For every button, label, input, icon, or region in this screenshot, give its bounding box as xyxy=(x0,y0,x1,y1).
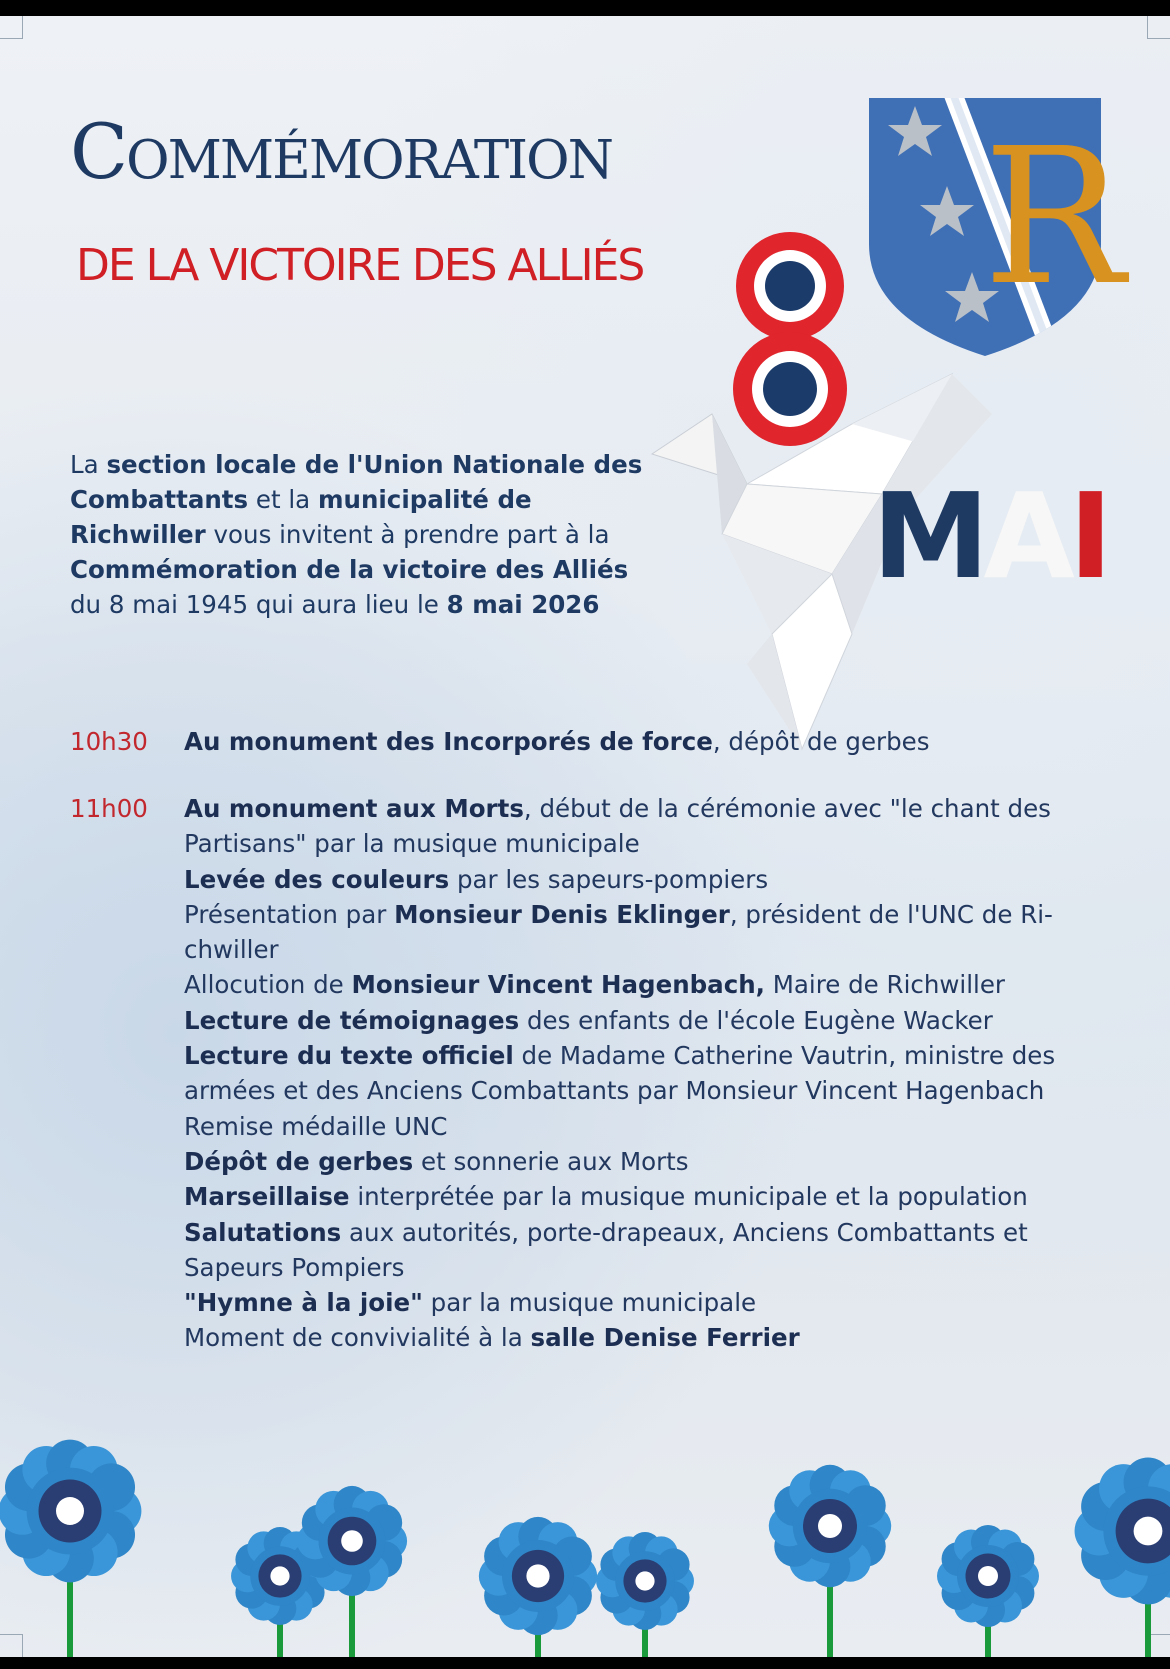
bold-text: Lecture du texte officiel xyxy=(184,1041,514,1071)
schedule-line xyxy=(184,1073,1144,1108)
bold-text: municipalité de xyxy=(317,485,532,514)
text: Moment de convivialité à la xyxy=(184,1323,531,1353)
cornflower-icon xyxy=(0,1440,141,1657)
schedule-line xyxy=(184,862,1144,897)
intro-line xyxy=(70,447,670,482)
text: par la musique municipale xyxy=(422,1288,757,1318)
text: , président de l'UNC de Ri- xyxy=(729,899,1053,929)
schedule-time: 11h00 xyxy=(70,794,148,823)
bold-text: "Hymne à la joie" xyxy=(184,1288,423,1318)
schedule-line xyxy=(184,791,1144,826)
schedule-line xyxy=(184,1109,1144,1144)
cornflower-icon xyxy=(769,1465,891,1657)
text: , début de la cérémonie avec "le chant des xyxy=(523,794,1051,823)
cornflower-icon xyxy=(1075,1458,1170,1657)
mai-letter: I xyxy=(1068,467,1107,605)
cornflower-icon xyxy=(596,1532,694,1657)
intro-line xyxy=(70,517,670,552)
text: armées et des Anciens Combattants par Monsieur Vincent Hagenbach xyxy=(184,1076,1045,1106)
text: par les sapeurs-pompiers xyxy=(449,864,769,894)
bold-text: Au monument des Incorporés de force xyxy=(184,727,713,756)
crop-mark-top-left xyxy=(0,16,23,39)
mai-letter: A xyxy=(983,467,1069,605)
bold-text: 8 mai 2026 xyxy=(446,590,600,619)
text: du 8 mai 1945 qui aura lieu le xyxy=(70,590,447,619)
schedule-line xyxy=(184,1179,1144,1214)
schedule-line xyxy=(184,724,1144,759)
shield-letter: R xyxy=(983,108,1125,327)
text: Partisans" par la musique municipale xyxy=(184,829,640,859)
title-victoire-des-allies: DE LA VICTOIRE DES ALLIÉS xyxy=(76,240,644,291)
text: La xyxy=(70,450,107,479)
schedule-line xyxy=(184,826,1144,861)
schedule-line xyxy=(184,897,1144,932)
text: Remise médaille UNC xyxy=(184,1111,448,1141)
intro-line xyxy=(70,587,670,622)
bold-text: Monsieur Vincent Hagenbach, xyxy=(351,970,765,1000)
schedule-line xyxy=(184,932,1144,967)
text: Maire de Richwiller xyxy=(764,970,1005,1000)
cornflower-icon xyxy=(297,1486,407,1657)
bold-text: Richwiller xyxy=(70,520,206,549)
schedule-description xyxy=(184,791,1144,1356)
text: aux autorités, porte-drapeaux, Anciens Combattants et xyxy=(341,1217,1028,1247)
text: vous invitent à prendre part à la xyxy=(205,520,610,549)
schedule-line xyxy=(184,1320,1144,1355)
crop-mark-top-right xyxy=(1147,16,1170,39)
intro-line xyxy=(70,552,670,587)
cornflower-icon xyxy=(479,1517,597,1657)
schedule-time: 10h30 xyxy=(70,727,148,756)
text: Sapeurs Pompiers xyxy=(184,1252,405,1282)
bold-text: Lecture de témoignages xyxy=(184,1005,520,1035)
schedule-line xyxy=(184,1215,1144,1250)
bold-text: Commémoration de la victoire des Alliés xyxy=(70,555,629,584)
bold-text: Monsieur Denis Eklinger xyxy=(394,899,730,929)
coat-of-arms-icon xyxy=(865,94,1125,362)
text: , dépôt de gerbes xyxy=(712,727,930,756)
bold-text: salle Denise Ferrier xyxy=(530,1323,800,1353)
invitation-poster xyxy=(0,16,1170,1657)
intro-line xyxy=(70,482,670,517)
schedule-line xyxy=(184,1144,1144,1179)
mai-letter: M xyxy=(872,467,984,605)
schedule-description xyxy=(184,724,1144,759)
text: de Madame Catherine Vautrin, ministre des xyxy=(513,1041,1056,1071)
bold-text: Au monument aux Morts xyxy=(184,794,524,823)
bold-text: Salutations xyxy=(184,1217,342,1247)
cornflowers-decoration xyxy=(0,1416,1170,1657)
text: Allocution de xyxy=(184,970,352,1000)
bold-text: Combattants xyxy=(70,485,249,514)
text: des enfants de l'école Eugène Wacker xyxy=(519,1005,993,1035)
schedule-line xyxy=(184,1285,1144,1320)
schedule-line xyxy=(184,967,1144,1002)
schedule-line xyxy=(184,1003,1144,1038)
intro-paragraph xyxy=(70,447,670,622)
schedule-line xyxy=(184,1038,1144,1073)
bold-text: Levée des couleurs xyxy=(184,864,450,894)
mai-text xyxy=(872,467,1107,605)
bold-text: Marseillaise xyxy=(184,1182,350,1212)
cornflower-icon xyxy=(937,1525,1039,1657)
text: et la xyxy=(248,485,318,514)
title-commemoration: Commémoration xyxy=(70,107,612,196)
bold-text: section locale de l'Union Nationale des xyxy=(106,450,643,479)
bold-text: Dépôt de gerbes xyxy=(184,1146,414,1176)
text: chwiller xyxy=(184,935,279,965)
text: et sonnerie aux Morts xyxy=(413,1146,689,1176)
schedule-line xyxy=(184,1250,1144,1285)
text: interprétée par la musique municipale et la population xyxy=(349,1182,1028,1212)
text: Présentation par xyxy=(184,899,395,929)
mai-month-badge xyxy=(872,467,1112,605)
